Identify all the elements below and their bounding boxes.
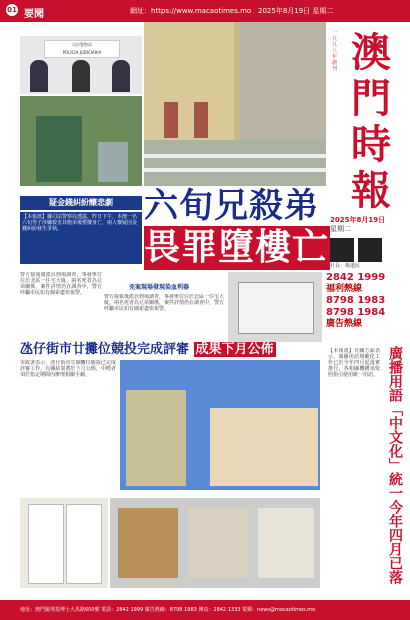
footer-contact: 地址：澳門羅理基博士大馬路600號 電話：2842 1999 廣告熱線：8798 1983 傳真：2842 1333 電郵：news@macaotimes.mo [20,607,316,613]
story2-body-col1: 市政署表示，氹仔街市廿個攤位競投已完成評審工作，有關結果將於下月公佈，中標者須於指定期間內辦理相關手續。 [20,360,116,378]
market-tower [126,390,186,486]
story1-body-col2: 警方接報後派員到場調查，事發單位位於北區一住宅大廈，兩名死者為兄弟關係，案件詳情仍在調查中，警方呼籲市民如有線索盡快報警。 [104,294,224,312]
hotline-number: 8798 1984 [326,307,386,318]
hotline-ads [326,272,410,340]
evidence-photo [228,272,322,342]
building-wall [144,22,234,142]
press-conference-photo [20,36,142,94]
hotline-number: 2842 1999 [326,272,386,283]
masthead-date: 2025年8月19日 [330,216,386,224]
story2-headline [20,342,320,358]
fence [98,142,128,182]
website-url[interactable]: 網址：https://www.macaotimes.mo [130,7,252,15]
footer-bar [0,600,410,620]
railing [144,168,326,172]
person-figure [30,60,48,92]
qr-code-icon[interactable] [330,238,354,262]
masthead-founded: 一九九八年創刊 [332,30,338,72]
hotline-name: 廣告熱線 [326,319,363,329]
evidence-object [238,282,314,334]
main-headline-line2: 畏罪墮樓亡 [144,227,330,268]
issue-box [330,216,406,268]
hotline-number: 8798 1983 [326,295,386,306]
police-sign-pt: POLÍCIA JUDICIÁRIA [62,50,102,55]
person-figure [112,60,130,92]
side-column [328,342,410,592]
market-hall [210,408,318,486]
newspaper-title: 澳門時報 [351,29,391,214]
page-number: 01 [7,6,17,14]
market-building-photo [120,360,320,490]
building-wall [240,22,326,142]
stall [188,508,248,578]
market-interior-photo [110,498,320,588]
top-bar [0,0,410,22]
paper-sheet [66,504,102,584]
qr-code-icon[interactable] [358,238,382,262]
story-kicker: 疑金錢糾紛釀悲劇 [20,196,142,210]
street-scene-photo [20,96,142,186]
door [164,102,178,138]
police-sign-cn: 司法警察局 [72,42,92,47]
police-sign [44,40,120,58]
publisher: 社長：楊道民 [330,263,361,269]
story2-headline-highlight: 成果下月公佈 [195,342,274,357]
section-name: 要聞 [24,9,44,20]
railing [144,154,326,158]
stall [118,508,178,578]
paper-sheet [28,504,64,584]
masthead [326,22,410,272]
main-headline-line1: 六旬兄殺弟 [144,186,319,226]
side-body: 【本報訊】有關方面表示，廣播用語規範化工作已於今年四月起落實推行，各相關機構須依照指引使用統一用語。 [328,348,380,378]
railing-photo [144,140,326,186]
issue-date: 2025年8月19日 星期二 [258,7,334,15]
kiosk [36,116,82,182]
side-headline: 廣播用語「中文化」統一今年四月已落 [387,346,403,584]
masthead-weekday: 星期二 [330,225,351,233]
story1-body-col1: 警方接報後派員到場調查，事發單位位於北區一住宅大廈，兩名死者為兄弟關係，案件詳情仍在調查中，警方呼籲市民如有線索盡快報警。 [20,272,102,296]
document-photo [20,498,108,588]
door [194,102,208,138]
story-lead: 【本報訊】據司法警察局透露，昨日下午，本澳一名六旬男子涉嫌殺害其胞弟後墮樓身亡，兩人懷疑因金錢糾紛發生爭執。 [20,212,142,264]
hotline-name: 福利熱線 [326,284,363,294]
stall [258,508,314,578]
story1-subhead: 兇案現場發現染血利器 [128,284,189,291]
person-figure [72,60,90,92]
story2-headline-main: 氹仔街市廿攤位競投完成評審 [20,342,190,357]
